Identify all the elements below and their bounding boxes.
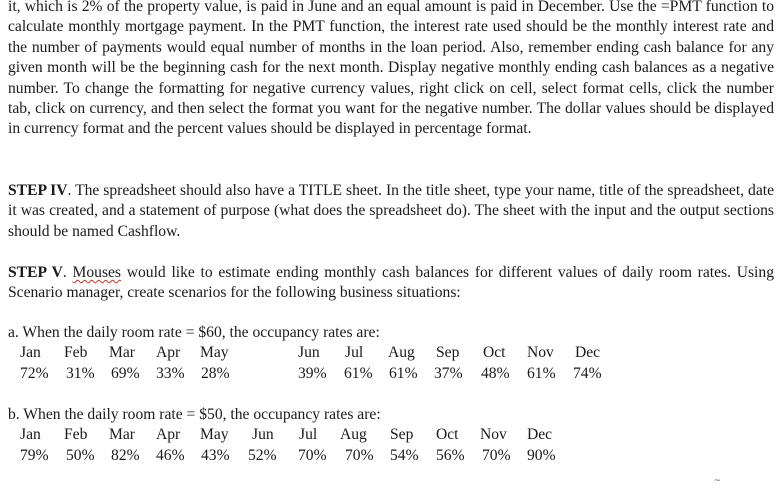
scenario-a-rate: 61%: [344, 365, 373, 382]
scenario-a-rate: 31%: [66, 365, 95, 382]
scenario-a-rate: 61%: [389, 365, 418, 382]
scenario-b-month: Jun: [252, 426, 274, 443]
scenario-b-month: May: [200, 426, 229, 443]
scenario-b-heading: b. When the daily room rate = $50, the occupancy rates are:: [8, 406, 381, 423]
scenario-a-rate: 37%: [434, 365, 463, 382]
scenario-b-month: Sep: [390, 426, 414, 443]
scenario-b-month: Nov: [480, 426, 507, 443]
step-v-label: STEP V: [8, 264, 63, 281]
scenario-a-month: Sep: [436, 344, 460, 361]
paragraph-step-iv: [8, 181, 774, 242]
scenario-b-rate: 43%: [201, 447, 230, 464]
scenario-a-rate: 74%: [573, 365, 602, 382]
scenario-a-month: Aug: [388, 344, 415, 361]
scenario-b-rate: 70%: [482, 447, 511, 464]
scenario-b-rate: 70%: [298, 447, 327, 464]
scenario-b-month: Aug: [340, 426, 367, 443]
scenario-a-month: Mar: [109, 344, 135, 361]
paragraph-step-v: [8, 263, 774, 304]
step-iv-text: . The spreadsheet should also have a TITLE sheet. In the title sheet, type your name, title of the spreadsheet, date it was created, and a statement of purpose (what does the spreadsheet do). The sheet with the input and the output sections should be named Cashflow.: [8, 182, 775, 240]
spellcheck-word-mouses: Mouses: [72, 264, 122, 281]
scenario-b-month: Jan: [20, 426, 41, 443]
page-corner-mark: ~: [713, 476, 721, 486]
scenario-b-month: Feb: [64, 426, 88, 443]
scenario-b-month: Jul: [299, 426, 318, 443]
scenario-a-rate: 61%: [527, 365, 556, 382]
scenario-a-month: Oct: [483, 344, 506, 361]
scenario-b-rate: 56%: [436, 447, 465, 464]
scenario-a-month: Feb: [64, 344, 88, 361]
scenario-a-rate: 28%: [201, 365, 230, 382]
step-v-text: would like to estimate ending monthly cash balances for different values of daily room rates. Using Scenario manager, create scenarios for the following business situations:: [8, 264, 774, 302]
scenario-b-rate: 50%: [66, 447, 95, 464]
scenario-b-month: Oct: [436, 426, 459, 443]
scenario-a-month: May: [200, 344, 229, 361]
scenario-a-rate: 69%: [111, 365, 140, 382]
scenario-a-month: Jun: [298, 344, 320, 361]
scenario-a-month: Jul: [345, 344, 364, 361]
scenario-b-rate: 90%: [527, 447, 556, 464]
paragraph-step-iii-continued: it, which is 2% of the property value, is paid in June and an equal amount is paid in December. Use the =PMT function to calculate monthly mortgage payment. In the PMT function, the interest rate used should be the monthly interest rate and the number of payments would equal number of months in the loan period. Also, remember ending cash balance for any given month will be the beginning cash for the next month. Display negative monthly ending cash balances as a negative number. To change the formatting for negative currency values, right click on cell, select format cells, click the number tab, click on currency, and then select the format you want for the negative number. The dollar values should be displayed in currency format and the percent values should be displayed in percentage format.: [8, 0, 774, 138]
scenario-b-month: Mar: [109, 426, 135, 443]
scenario-b-rate: 46%: [156, 447, 185, 464]
step-v-dot: .: [62, 264, 73, 281]
scenario-a-rate: 33%: [156, 365, 185, 382]
scenario-a-month: Jan: [20, 344, 41, 361]
scenario-b-rate: 82%: [111, 447, 140, 464]
scenario-b-rate: 79%: [20, 447, 49, 464]
scenario-a-heading: a. When the daily room rate = $60, the occupancy rates are:: [8, 324, 380, 341]
scenario-a-month: Nov: [527, 344, 554, 361]
scenario-b-month: Apr: [156, 426, 181, 443]
scenario-b-rate: 70%: [345, 447, 374, 464]
scenario-a-rate: 72%: [20, 365, 49, 382]
scenario-b-rate: 52%: [248, 447, 277, 464]
scenario-b-month: Dec: [527, 426, 553, 443]
scenario-a-rate: 39%: [298, 365, 327, 382]
scenario-a-rate: 48%: [481, 365, 510, 382]
scenario-b-rate: 54%: [390, 447, 419, 464]
step-iv-label: STEP IV: [8, 182, 68, 199]
scenario-a-month: Apr: [156, 344, 181, 361]
scenario-a-month: Dec: [575, 344, 601, 361]
